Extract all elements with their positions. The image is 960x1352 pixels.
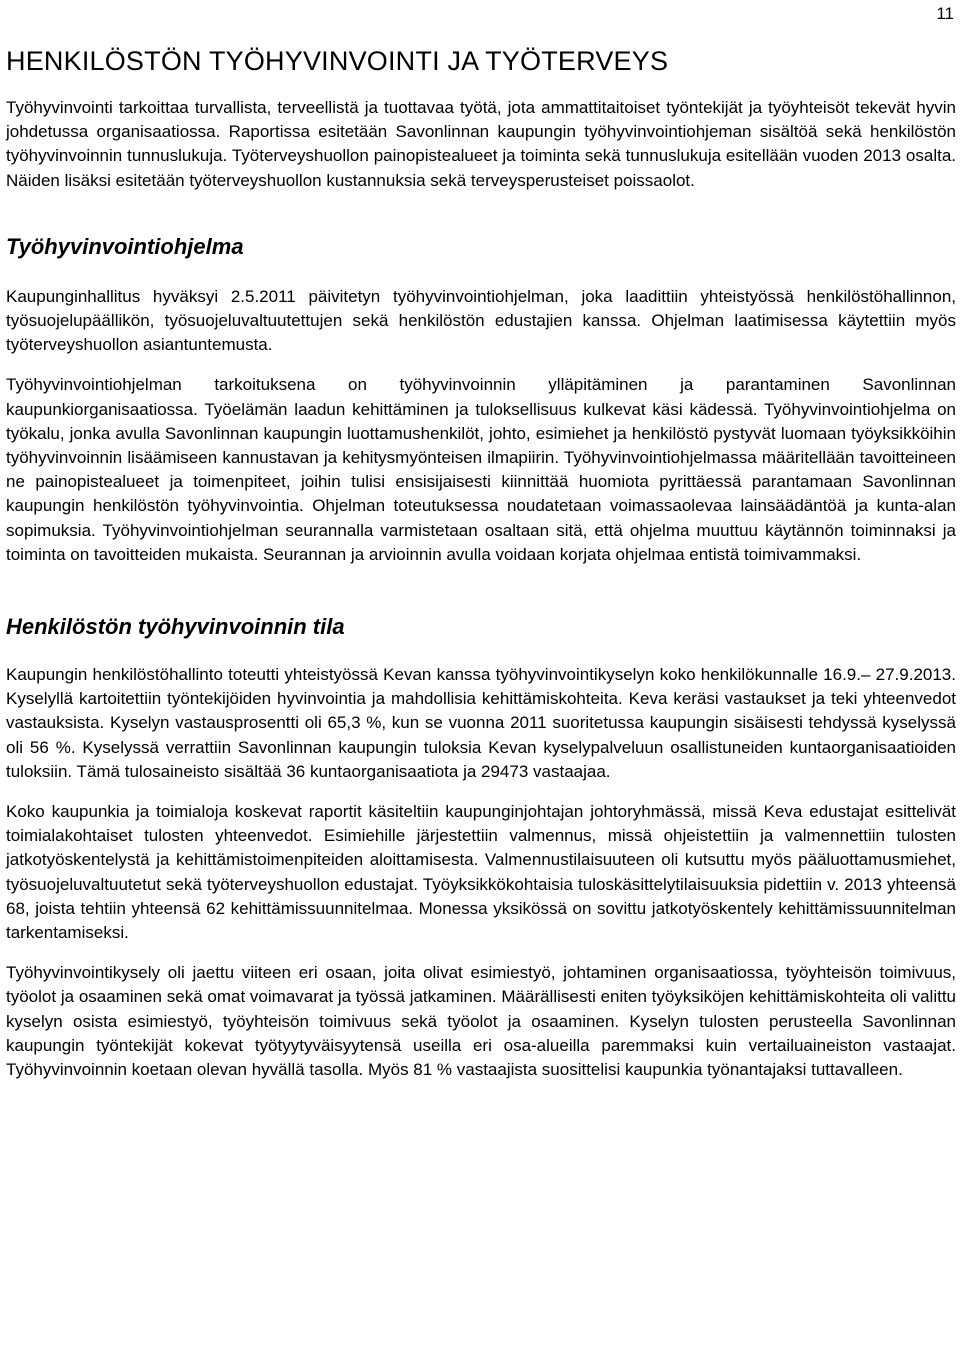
- section1-paragraph: Kaupunginhallitus hyväksyi 2.5.2011 päivitetyn työhyvinvointiohjelman, joka laadittiin yhteistyössä henkilöstöhallinnon, työsuojelupäällikön, työsuojeluvaltuutettujen sekä henkilöstön edustajien kanssa. Ohjelman laatimisessa käytettiin myös työterveyshuollon asiantuntemusta.: [6, 286, 956, 355]
- section2-paragraph: Koko kaupunkia ja toimialoja koskevat raportit käsiteltiin kaupunginjohtajan johtoryhmässä, missä Keva edustajat esittelivät toimialakohtaiset tulosten yhteenvedot. Esimiehille järjestettiin valmennus, missä ohjeistettiin ja valmennettiin tulosten jatkotyöskentelystä ja kehittämistoimenpiteiden aloittamisesta. Valmennustilaisuuteen oli kutsuttu myös pääluottamusmiehet, työsuojeluvaltuutetut sekä työterveyshuollon edustajat. Työyksikkökohtaisia tuloskäsittelytilaisuuksia pidettiin v. 2013 yhteensä 68, joista tehtiin yhteensä 62 kehittämissuunnitelmaa. Monessa yksikössä on sovittu jatkotyöskentely kehittämissuunnitelman tarkentamiseksi.: [6, 802, 956, 943]
- section-heading-tyohyvinvoinnin-tila: Henkilöstön työhyvinvoinnin tila: [6, 614, 345, 640]
- section-heading-tyohyvinvointiohjelma: Työhyvinvointiohjelma: [6, 233, 244, 259]
- intro-paragraph: Työhyvinvointi tarkoittaa turvallista, terveellistä ja tuottavaa työtä, jota ammattitaitoiset työntekijät ja työyhteisöt tekevät hyvin johdetussa organisaatiossa. Raportissa esitetään Savonlinnan kaupungin työhyvinvointiohjeman sisältöä sekä henkilöstön työhyvinvoinnin tunnuslukuja. Työterveyshuollon painopistealueet ja toiminta sekä tunnuslukuja esitellään vuoden 2013 osalta. Näiden lisäksi esitetään työterveyshuollon kustannuksia sekä terveysperusteiset poissaolot.: [6, 98, 956, 190]
- page-number: 11: [936, 4, 954, 23]
- section1-paragraph: Työhyvinvointiohjelman tarkoituksena on työhyvinvoinnin ylläpitäminen ja parantaminen Savonlinnan kaupunkiorganisaatiossa. Työelämän laadun kehittäminen ja tuloksellisuus kulkevat käsi kädessä. Työhyvinvointiohjelma on työkalu, jonka avulla Savonlinnan kaupungin luottamushenkilöt, johto, esimiehet ja henkilöstö pystyvät luomaan työyksikköihin työhyvinvoinnin lisäämiseen kannustavan ja kehitysmyönteisen ilmapiirin. Työhyvinvointiohjelmassa määritellään tavoitteineen ne painopistealueet ja toimenpiteet, joihin tulisi ensisijaisesti kiinnittää huomiota pyrittäessä parantamaan Savonlinnan kaupungin henkilöstön työhyvinvointia. Ohjelman toteutuksessa noudatetaan voimassaolevaa lainsäädäntöä ja kunta-alan sopimuksia. Työhyvinvointiohjelman seurannalla varmistetaan osaltaan sitä, että ohjelma muuttuu käytännön toiminnaksi ja toiminta on tavoitteiden mukaista. Seurannan ja arvioinnin avulla voidaan korjata ohjelmaa entistä toimivammaksi.: [6, 375, 956, 564]
- section2-paragraph: Työhyvinvointikysely oli jaettu viiteen eri osaan, joita olivat esimiestyö, johtaminen organisaatiossa, työyhteisön toimivuus, työolot ja osaaminen sekä omat voimavarat ja työssä jatkaminen. Määrällisesti eniten työyksiköjen kehittämiskohteita oli valittu kyselyn osista esimiestyö, työyhteisön toimivuus sekä työolot ja osaaminen. Kyselyn tulosten perusteella Savonlinnan kaupungin työntekijät kokevat työtyytyväisyytensä useilla eri osa-alueilla paremmaksi kuin vertailuaineiston vastaajat. Työhyvinvoinnin koetaan olevan hyvällä tasolla. Myös 81 % vastaajista suosittelisi kaupunkia työnantajaksi tuttavalleen.: [6, 963, 956, 1080]
- page-title: HENKILÖSTÖN TYÖHYVINVOINTI JA TYÖTERVEYS: [6, 46, 669, 76]
- section2-paragraph: Kaupungin henkilöstöhallinto toteutti yhteistyössä Kevan kanssa työhyvinvointikyselyn koko henkilökunnalle 16.9.– 27.9.2013. Kyselyllä kartoitettiin työntekijöiden hyvinvointia ja mahdollisia kehittämiskohteita. Keva keräsi vastaukset ja teki yhteenvedot vastauksista. Kyselyn vastausprosentti oli 65,3 %, kun se vuonna 2011 suoritetussa kaupungin sisäisesti tehdyssä kyselyssä oli 56 %. Kyselyssä verrattiin Savonlinnan kaupungin tuloksia Kevan kyselypalveluun osallistuneiden kuntaorganisaatioiden tuloksiin. Tämä tulosaineisto sisältää 36 kuntaorganisaatiota ja 29473 vastaajaa.: [6, 665, 956, 781]
- document-body: [6, 44, 956, 1082]
